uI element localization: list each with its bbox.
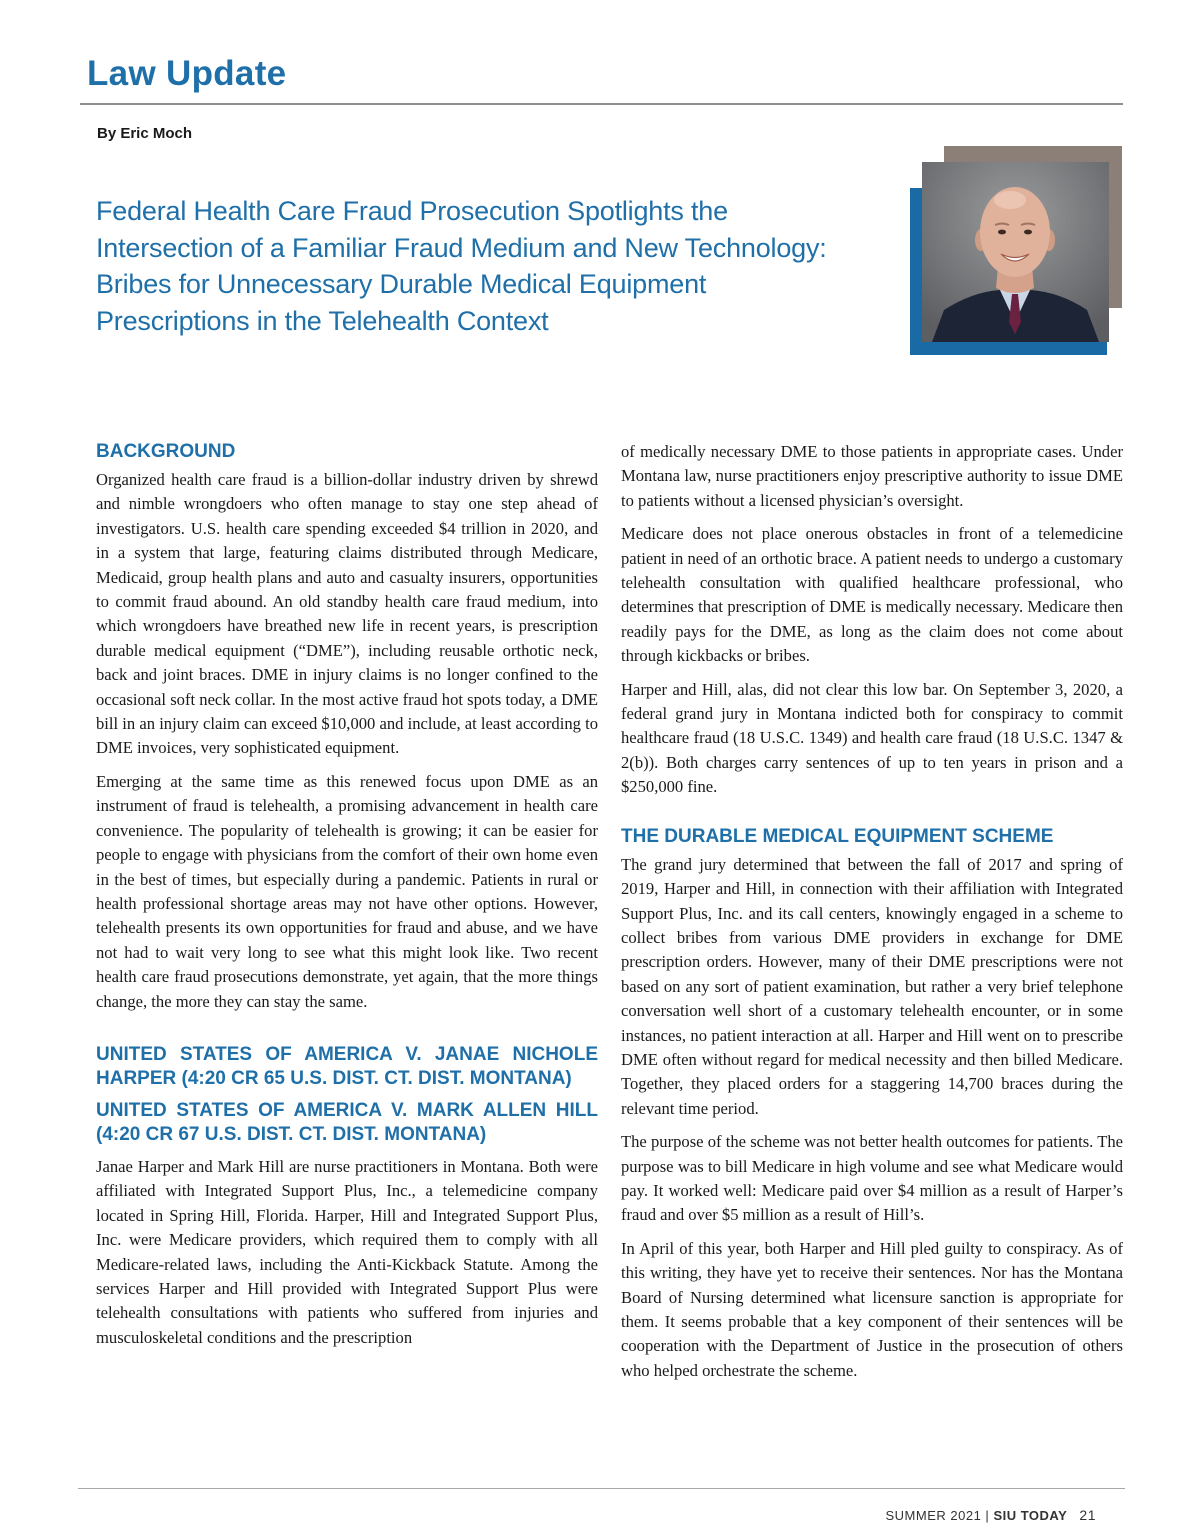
left-column [96, 440, 598, 1359]
scheme-heading: THE DURABLE MEDICAL EQUIPMENT SCHEME [621, 825, 1054, 847]
section-spacer [621, 809, 1123, 825]
section-spacer [96, 1023, 598, 1043]
page-number: 21 [1079, 1507, 1096, 1523]
author-photo-frame [910, 146, 1122, 355]
cases-paragraph-1-continued: of medically necessary DME to those patients in appropriate cases. Under Montana law, nurse practitioners enjoy prescriptive authority to issue DME to patients without a licensed physician’s oversight. [621, 442, 1123, 510]
footer-separator: | [985, 1508, 990, 1523]
cases-paragraph-1: Janae Harper and Mark Hill are nurse practitioners in Montana. Both were affiliated with Integrated Support Plus, Inc., a telemedicine company located in Spring Hill, Florida. Harper, Hill and Integrated Support Plus, Inc. were Medicare providers, which required them to comply with all Medicare-related laws, including the Anti-Kickback Statute. Among the services Harper and Hill provided with Integrated Support Plus were telehealth consultations with patients who suffered from injuries and musculoskeletal conditions and the prescription [96, 1156, 598, 1347]
page-footer [885, 1507, 1096, 1523]
case-hill-heading: UNITED STATES OF AMERICA V. MARK ALLEN HILL (4:20 CR 67 U.S. DIST. CT. DIST. MONTANA) [96, 1099, 598, 1145]
scheme-paragraph-3: In April of this year, both Harper and Hill pled guilty to conspiracy. As of this writing, they have yet to receive their sentences. Nor has the Montana Board of Nursing determined what licensure sanction is appropriate for them. It seems probable that a key component of their sentences will be cooperation with the Department of Justice in the prosecution of others who helped orchestrate the scheme. [621, 1238, 1123, 1380]
right-column [621, 440, 1123, 1392]
case-harper-heading: UNITED STATES OF AMERICA V. JANAE NICHOLE HARPER (4:20 CR 65 U.S. DIST. CT. DIST. MONTANA) [96, 1043, 598, 1089]
footer-divider [78, 1488, 1125, 1489]
author-portrait-image [922, 162, 1109, 342]
cases-paragraph-2: Medicare does not place onerous obstacles in front of a telemedicine patient in need of an orthotic brace. A patient needs to undergo a customary telehealth consultation with qualified healthcare professional, who determines that prescription of DME is medically necessary. Medicare then readily pays for the DME, as long as the claim does not come about through kickbacks or bribes. [621, 524, 1123, 666]
background-heading: BACKGROUND [96, 441, 236, 462]
scheme-paragraph-1: The grand jury determined that between the fall of 2017 and spring of 2019, Harper and Hill, in connection with their affiliation with Integrated Support Plus, Inc. and its call centers, knowingly engaged in a scheme to collect bribes from various DME providers in exchange for DME prescription orders. However, many of their DME prescriptions were not based on any sort of patient examination, but rather a very brief telephone conversation well short of a customary telehealth encounter, or in some instances, no patient interaction at all. Harper and Hill went on to prescribe DME often without regard for medical necessity and then billed Medicare. Together, they placed orders for a staggering 14,700 braces during the relevant time period. [621, 854, 1123, 1118]
author-photo [922, 162, 1109, 342]
footer-issue: SUMMER 2021 [885, 1508, 982, 1523]
title-divider [80, 103, 1123, 105]
byline: By Eric Moch [97, 125, 193, 142]
cases-paragraph-3: Harper and Hill, alas, did not clear this low bar. On September 3, 2020, a federal grand jury in Montana indicted both for conspiracy to commit healthcare fraud (18 U.S.C. 1349) and health care fraud (18 U.S.C. 1347 & 2(b)). Both charges carry sentences of up to ten years in prison and a $250,000 fine. [621, 679, 1123, 797]
section-title: Law Update [87, 54, 287, 93]
footer-magazine: SIU TODAY [993, 1508, 1068, 1523]
background-paragraph-1: Organized health care fraud is a billion-dollar industry driven by shrewd and nimble wrongdoers who often manage to stay one step ahead of investigators. U.S. health care spending exceeded $4 trillion in 2020, and in a system that large, featuring claims distributed through Medicare, Medicaid, group health plans and auto and casualty insurers, opportunities to commit fraud abound. An old standby health care fraud medium, into which wrongdoers have breathed new life in recent years, is prescription durable medical equipment (“DME”), including reusable orthotic neck, back and joint braces. DME in injury claims is no longer confined to the occasional soft neck collar. In the most active fraud hot spots today, a DME bill in an injury claim can exceed $10,000 and include, at least according to DME invoices, very sophisticated equipment. [96, 470, 598, 758]
scheme-paragraph-2: The purpose of the scheme was not better health outcomes for patients. The purpose was to bill Medicare in high volume and see what Medicare would pay. It worked well: Medicare paid over $4 million as a result of Harper’s fraud and over $5 million as a result of Hill’s. [621, 1132, 1123, 1225]
background-paragraph-2: Emerging at the same time as this renewed focus upon DME as an instrument of fraud is telehealth, a promising advancement in health care convenience. The popularity of telehealth is growing; it can be easier for people to engage with physicians from the comfort of their own home even in the best of times, but especially during a pandemic. Patients in rural or health professional shortage areas may not have other options. However, telehealth presents its own opportunities for fraud and abuse, and we have not had to wait very long to see what this might look like. Two recent health care fraud prosecutions demonstrate, yet again, that the more things change, the more they can stay the same. [96, 771, 598, 1011]
article-headline: Federal Health Care Fraud Prosecution Spotlights the Intersection of a Familiar Fraud Medium and New Technology: Bribes for Unnecessary Durable Medical Equipment Prescriptions in the Telehealth Context [96, 196, 827, 336]
